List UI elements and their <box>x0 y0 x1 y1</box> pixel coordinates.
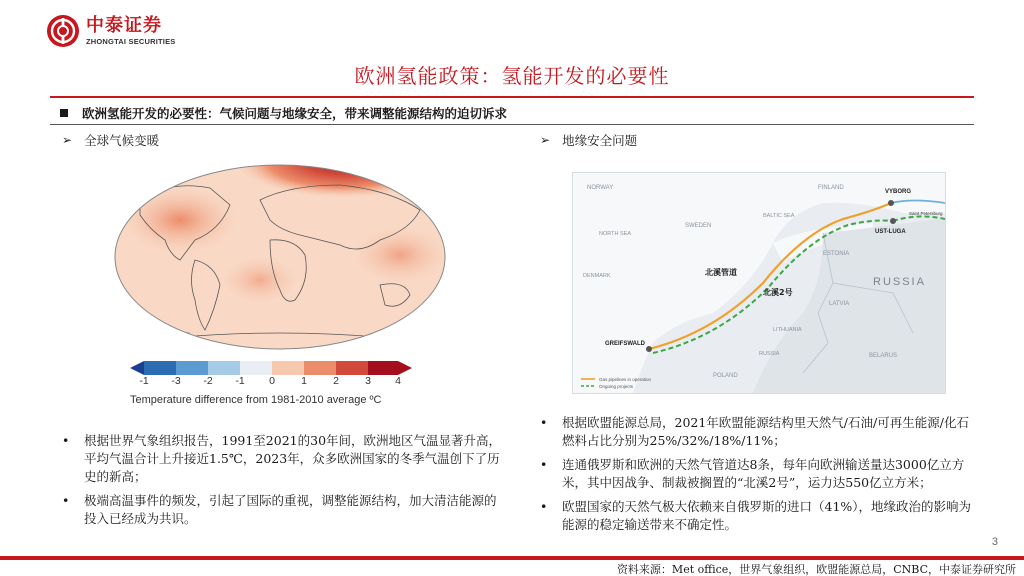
colorbar-tick: -1 <box>235 375 245 387</box>
list-item: • 欧盟国家的天然气极大依赖来自俄罗斯的进口（41%），地缘政治的影响为能源的稳定输送带来不确定性。 <box>540 498 980 534</box>
map-label-belarus: BELARUS <box>869 353 898 359</box>
map-label-vyborg: VYBORG <box>885 189 912 195</box>
right-section-header <box>540 131 637 149</box>
map-label-nord-stream-1: 北溪管道 <box>705 268 737 277</box>
subheading-text: 欧洲氢能开发的必要性：气候问题与地缘安全，带来调整能源结构的迫切诉求 <box>82 106 508 121</box>
list-item: • 连通俄罗斯和欧洲的天然气管道达8条，每年向欧洲输送量达3000亿立方米，其中因战争、制裁被搁置的“北溪2号”，运力达550亿立方米； <box>540 456 980 492</box>
arrow-bullet-icon: ➢ <box>540 133 551 147</box>
colorbar-segment-2 <box>176 361 208 375</box>
map-label-denmark: DENMARK <box>583 273 611 279</box>
map-label-poland: POLAND <box>713 373 738 379</box>
subheading-divider <box>50 124 974 125</box>
source-footnote: 资料来源：Met office，世界气象组织，欧盟能源总局，CNBC，中泰证券研究所 <box>616 563 1016 576</box>
map-label-baltic-sea: BALTIC SEA <box>763 213 795 219</box>
list-item: • 根据欧盟能源总局，2021年欧盟能源结构里天然气/石油/可再生能源/化石燃料占比分别为25%/32%/18%/11%； <box>540 414 980 450</box>
map-label-lithuania: LITHUANIA <box>773 327 802 333</box>
colorbar-segment-7 <box>336 361 368 375</box>
temperature-colorbar <box>130 360 412 374</box>
company-logo <box>46 14 176 48</box>
subheading <box>60 104 507 122</box>
map-label-latvia: LATVIA <box>829 301 850 307</box>
colorbar-tick: 3 <box>365 375 371 387</box>
colorbar-tick: 1 <box>301 375 307 387</box>
colorbar-segment-8 <box>368 361 398 375</box>
right-bullet-list <box>540 414 980 540</box>
colorbar-tick: 0 <box>269 375 275 387</box>
colorbar-label: Temperature difference from 1981-2010 average ºC <box>130 394 382 406</box>
map-label-greifswald: GREIFSWALD <box>605 341 645 347</box>
map-label-estonia: ESTONIA <box>823 251 850 257</box>
colorbar-tick: -1 <box>139 375 149 387</box>
map-label-ust-luga: UST-LUGA <box>875 229 906 235</box>
square-bullet-icon <box>60 109 68 117</box>
left-section-title: 全球气候变暖 <box>84 133 160 148</box>
list-item: • 根据世界气象组织报告，1991至2021的30年间，欧洲地区气温显著升高，平均气温合计上升接近1.5℃，2023年，众多欧洲国家的冬季气温创下了历史的新高； <box>62 432 502 486</box>
colorbar-ticks <box>130 375 412 389</box>
map-label-sweden: SWEDEN <box>685 223 712 229</box>
title-divider <box>50 96 974 98</box>
world-map-image <box>110 160 450 355</box>
map-legend-in-operation: Gas pipelines in operation <box>599 377 652 382</box>
map-label-nord-stream-2: 北溪2号 <box>763 288 793 297</box>
left-bullet-list <box>62 432 502 534</box>
left-section-header <box>62 131 159 149</box>
colorbar-right-arrow <box>398 361 412 375</box>
map-label-st-petersburg: Saint Petersburg <box>909 211 943 216</box>
colorbar-tick: 4 <box>395 375 401 387</box>
colorbar-tick: -2 <box>203 375 213 387</box>
colorbar-segment-1 <box>144 361 176 375</box>
colorbar-left-arrow <box>130 361 144 375</box>
map-label-russia: RUSSIA <box>873 276 926 288</box>
nord-stream-map <box>572 172 946 394</box>
temperature-anomaly-map <box>110 160 450 355</box>
colorbar-segment-6 <box>304 361 336 375</box>
logo-chinese-name: 中泰证券 <box>86 14 162 36</box>
colorbar-tick: 2 <box>333 375 339 387</box>
page-number: 3 <box>991 536 998 548</box>
colorbar-segment-3 <box>208 361 240 375</box>
map-label-norway: NORWAY <box>587 185 614 191</box>
logo-english-name: ZHONGTAI SECURITIES <box>86 36 176 46</box>
map-label-north-sea: NORTH SEA <box>599 231 631 237</box>
map-legend-ongoing: Ongoing projects <box>599 384 634 389</box>
colorbar-segment-4 <box>240 361 272 375</box>
page-title: 欧洲氢能政策：氢能开发的必要性 <box>354 64 670 88</box>
footer-divider <box>0 556 1024 560</box>
arrow-bullet-icon: ➢ <box>62 133 73 147</box>
colorbar-tick: -3 <box>171 375 181 387</box>
list-item: • 极端高温事件的频发，引起了国际的重视，调整能源结构，加大清洁能源的投入已经成为共识。 <box>62 492 502 528</box>
colorbar-segment-5 <box>272 361 304 375</box>
map-label-finland: FINLAND <box>818 185 844 191</box>
right-section-title: 地缘安全问题 <box>562 133 638 148</box>
zhongtai-logo-icon <box>46 14 80 48</box>
map-label-russia-kaliningrad: RUSSIA <box>759 351 780 357</box>
